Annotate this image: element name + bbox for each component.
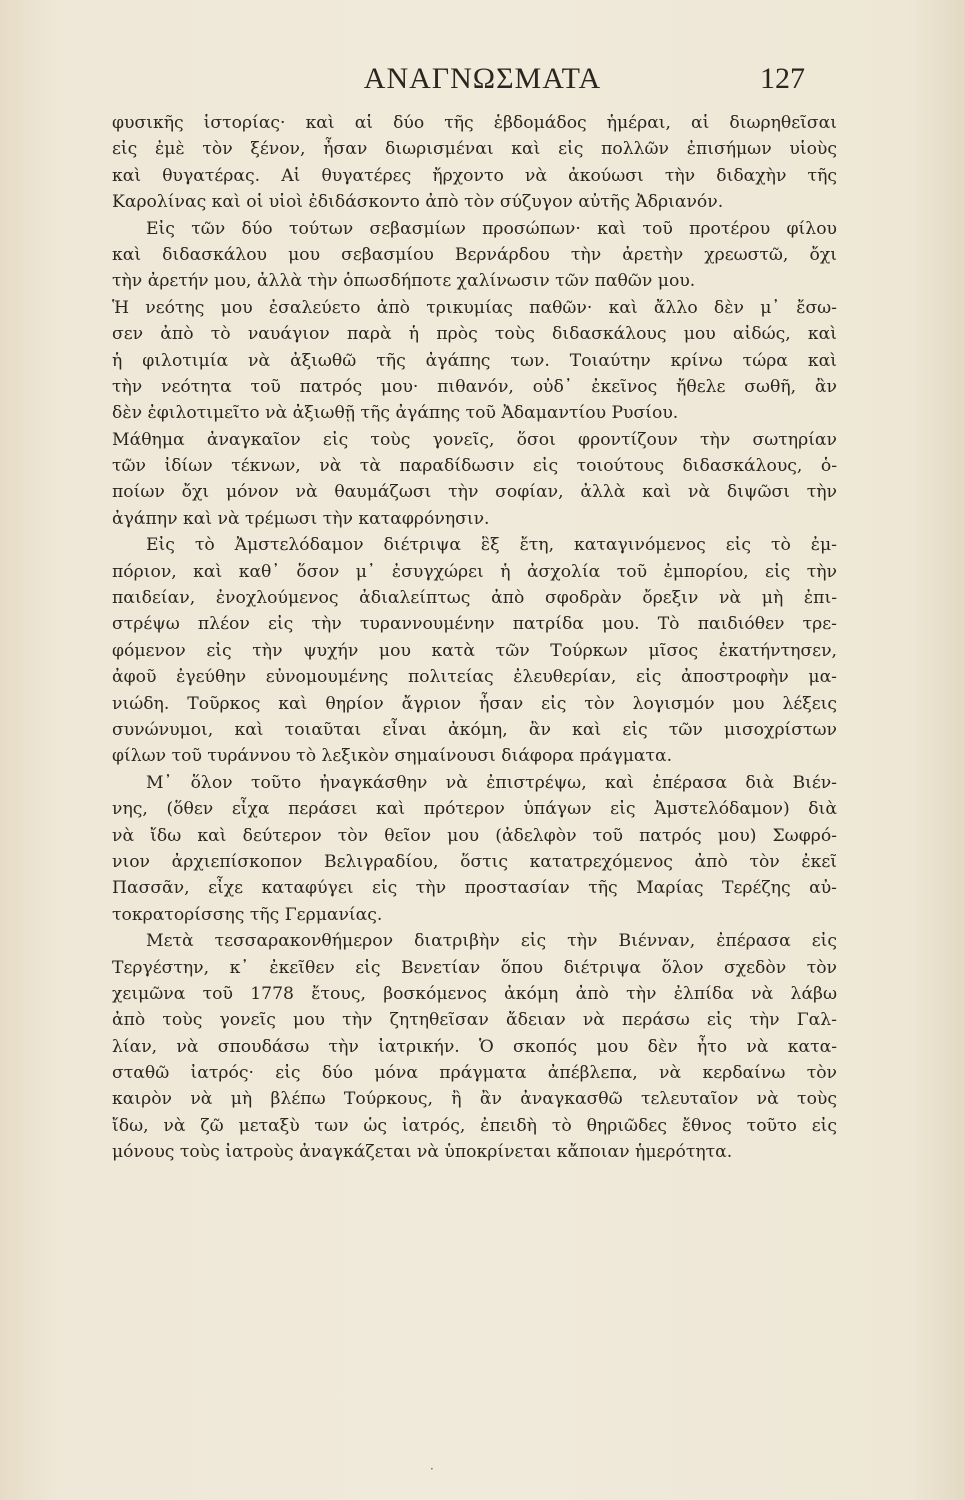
text-line: στρέψω πλέον εἰς τὴν τυραννουμένην πατρίδα μου. Τὸ παιδιόθεν τρε- xyxy=(112,614,837,635)
running-head xyxy=(0,58,965,98)
text-line: φόμενον εἰς τὴν ψυχήν μου κατὰ τῶν Τούρκων μῖσος ἐκατήντησεν, xyxy=(112,640,837,661)
text-line: παιδείαν, ἐνοχλούμενος ἀδιαλείπτως ἀπὸ σφοδρὰν ὄρεξιν νὰ μὴ ἐπι- xyxy=(112,588,837,609)
text-line: νιώδη. Τοῦρκος καὶ θηρίον ἄγριον ἦσαν εἰς τὸν λογισμόν μου λέξεις xyxy=(112,693,837,714)
text-line: καὶ θυγατέρας. Αἱ θυγατέρες ἤρχοντο νὰ ἀκούωσι τὴν διδαχὴν τῆς xyxy=(112,165,837,186)
text-line: δὲν ἐφιλοτιμεῖτο νὰ ἀξιωθῇ τῆς ἀγάπης τοῦ Ἀδαμαντίου Ρυσίου. xyxy=(112,403,679,424)
text-line: χειμῶνα τοῦ 1778 ἔτους, βοσκόμενος ἀκόμη ἀπὸ τὴν ἐλπίδα νὰ λάβω xyxy=(112,983,837,1004)
text-line: τὴν ἀρετήν μου, ἀλλὰ τὴν ὁπωσδήποτε χαλίνωσιν τῶν παθῶν μου. xyxy=(112,271,696,292)
text-line: σεν ἀπὸ τὸ ναυάγιον παρὰ ἡ πρὸς τοὺς διδασκάλους μου αἰδώς, καὶ xyxy=(112,324,837,345)
text-line: ἡ φιλοτιμία νὰ ἀξιωθῶ τῆς ἀγάπης των. Τοιαύτην κρίνω τώρα καὶ xyxy=(112,350,837,371)
text-line: Ἡ νεότης μου ἐσαλεύετο ἀπὸ τρικυμίας παθῶν· καὶ ἄλλο δὲν μ᾿ ἔσω- xyxy=(112,297,837,318)
text-line: ποίων ὄχι μόνον νὰ θαυμάζωσι τὴν σοφίαν, ἀλλὰ καὶ νὰ διψῶσι τὴν xyxy=(112,482,837,503)
text-line: μόνους τοὺς ἰατροὺς ἀναγκάζεται νὰ ὑποκρίνεται κἄποιαν ἡμερότητα. xyxy=(112,1142,733,1163)
text-line: νιον ἀρχιεπίσκοπον Βελιγραδίου, ὅστις κατατρεχόμενος ἀπὸ τὸν ἐκεῖ xyxy=(112,851,837,872)
text-line: Τεργέστην, κ᾿ ἐκεῖθεν εἰς Βενετίαν ὅπου διέτριψα ὅλον σχεδὸν τὸν xyxy=(112,957,837,978)
text-line: καιρὸν νὰ μὴ βλέπω Τούρκους, ἢ ἂν ἀναγκασθῶ τελευταῖον νὰ τοὺς xyxy=(112,1089,837,1110)
text-line: πόριον, καὶ καθ᾿ ὅσον μ᾿ ἐσυγχώρει ἡ ἀσχολία τοῦ ἐμπορίου, εἰς τὴν xyxy=(112,561,837,582)
text-line: φυσικῆς ἱστορίας· καὶ αἱ δύο τῆς ἑβδομάδος ἡμέραι, αἱ διωρηθεῖσαι xyxy=(112,113,837,133)
text-line: συνώνυμοι, καὶ τοιαῦται εἶναι ἀκόμη, ἂν καὶ εἰς τῶν μισοχρίστων xyxy=(112,719,837,740)
text-line: Καρολίνας καὶ οἱ υἱοὶ ἐδιδάσκοντο ἀπὸ τὸν σύζυγον αὐτῆς Ἀδριανόν. xyxy=(112,192,724,213)
text-line: σταθῶ ἰατρός· εἰς δύο μόνα πράγματα ἀπέβλεπα, νὰ κερδαίνω τὸν xyxy=(112,1063,837,1084)
text-line: Εἰς τὸ Ἀμστελόδαμον διέτριψα ἓξ ἔτη, καταγινόμενος εἰς τὸ ἐμ- xyxy=(146,535,837,556)
text-line: νης, (ὅθεν εἶχα περάσει καὶ πρότερον ὑπάγων εἰς Ἀμστελόδαμον) διὰ xyxy=(112,799,837,820)
text-line: νὰ ἴδω καὶ δεύτερον τὸν θεῖον μου (ἀδελφὸν τοῦ πατρός μου) Σωφρό- xyxy=(112,825,837,846)
text-line: Μάθημα ἀναγκαῖον εἰς τοὺς γονεῖς, ὅσοι φροντίζουν τὴν σωτηρίαν xyxy=(112,429,837,450)
page-title: ΑΝΑΓΝΩΣΜΑΤΑ xyxy=(363,62,602,95)
text-line: τοκρατορίσσης τῆς Γερμανίας. xyxy=(112,904,383,925)
text-line: Μετὰ τεσσαρακονθήμερον διατριβὴν εἰς τὴν Βιένναν, ἐπέρασα εἰς xyxy=(146,931,837,952)
text-line: εἰς ἐμὲ τὸν ξένον, ἦσαν διωρισμέναι καὶ εἰς πολλῶν ἐπισήμων υἱοὺς xyxy=(112,139,837,160)
text-line: τῶν ἰδίων τέκνων, νὰ τὰ παραδίδωσιν εἰς τοιούτους διδασκάλους, ὁ- xyxy=(112,456,837,477)
text-line: Πασσᾶν, εἶχε καταφύγει εἰς τὴν προστασίαν τῆς Μαρίας Τερέζης αὐ- xyxy=(112,878,837,899)
text-line: Εἰς τῶν δύο τούτων σεβασμίων προσώπων· καὶ τοῦ προτέρου φίλου xyxy=(146,218,837,239)
text-line: τὴν νεότητα τοῦ πατρός μου· πιθανόν, οὐδ᾿ ἐκεῖνος ἤθελε σωθῆ, ἂν xyxy=(112,376,837,397)
body-text xyxy=(112,110,837,1166)
footer-mark: · xyxy=(430,1462,434,1476)
text-line: Μ᾿ ὅλον τοῦτο ἠναγκάσθην νὰ ἐπιστρέψω, καὶ ἐπέρασα διὰ Βιέν- xyxy=(146,772,837,793)
text-line: ἀφοῦ ἐγεύθην εὐνομουμένης πολιτείας ἐλευθερίαν, εἰς ἀποστροφὴν μα- xyxy=(112,667,837,688)
text-line: καὶ διδασκάλου μου σεβασμίου Βερνάρδου τὴν ἀρετὴν χρεωστῶ, ὄχι xyxy=(112,244,837,265)
text-line: ἀγάπην καὶ νὰ τρέμωσι τὴν καταφρόνησιν. xyxy=(112,508,490,529)
page-number: 127 xyxy=(760,62,805,95)
text-line: φίλων τοῦ τυράννου τὸ λεξικὸν σημαίνουσι διάφορα πράγματα. xyxy=(112,746,673,767)
text-line: λίαν, νὰ σπουδάσω τὴν ἰατρικήν. Ὁ σκοπός μου δὲν ἦτο νὰ κατα- xyxy=(112,1036,837,1057)
text-line: ἴδω, νὰ ζῶ μεταξὺ των ὡς ἰατρός, ἐπειδὴ τὸ θηριῶδες ἔθνος τοῦτο εἰς xyxy=(112,1115,837,1136)
text-line: ἀπὸ τοὺς γονεῖς μου τὴν ζητηθεῖσαν ἄδειαν νὰ περάσω εἰς τὴν Γαλ- xyxy=(112,1010,837,1031)
